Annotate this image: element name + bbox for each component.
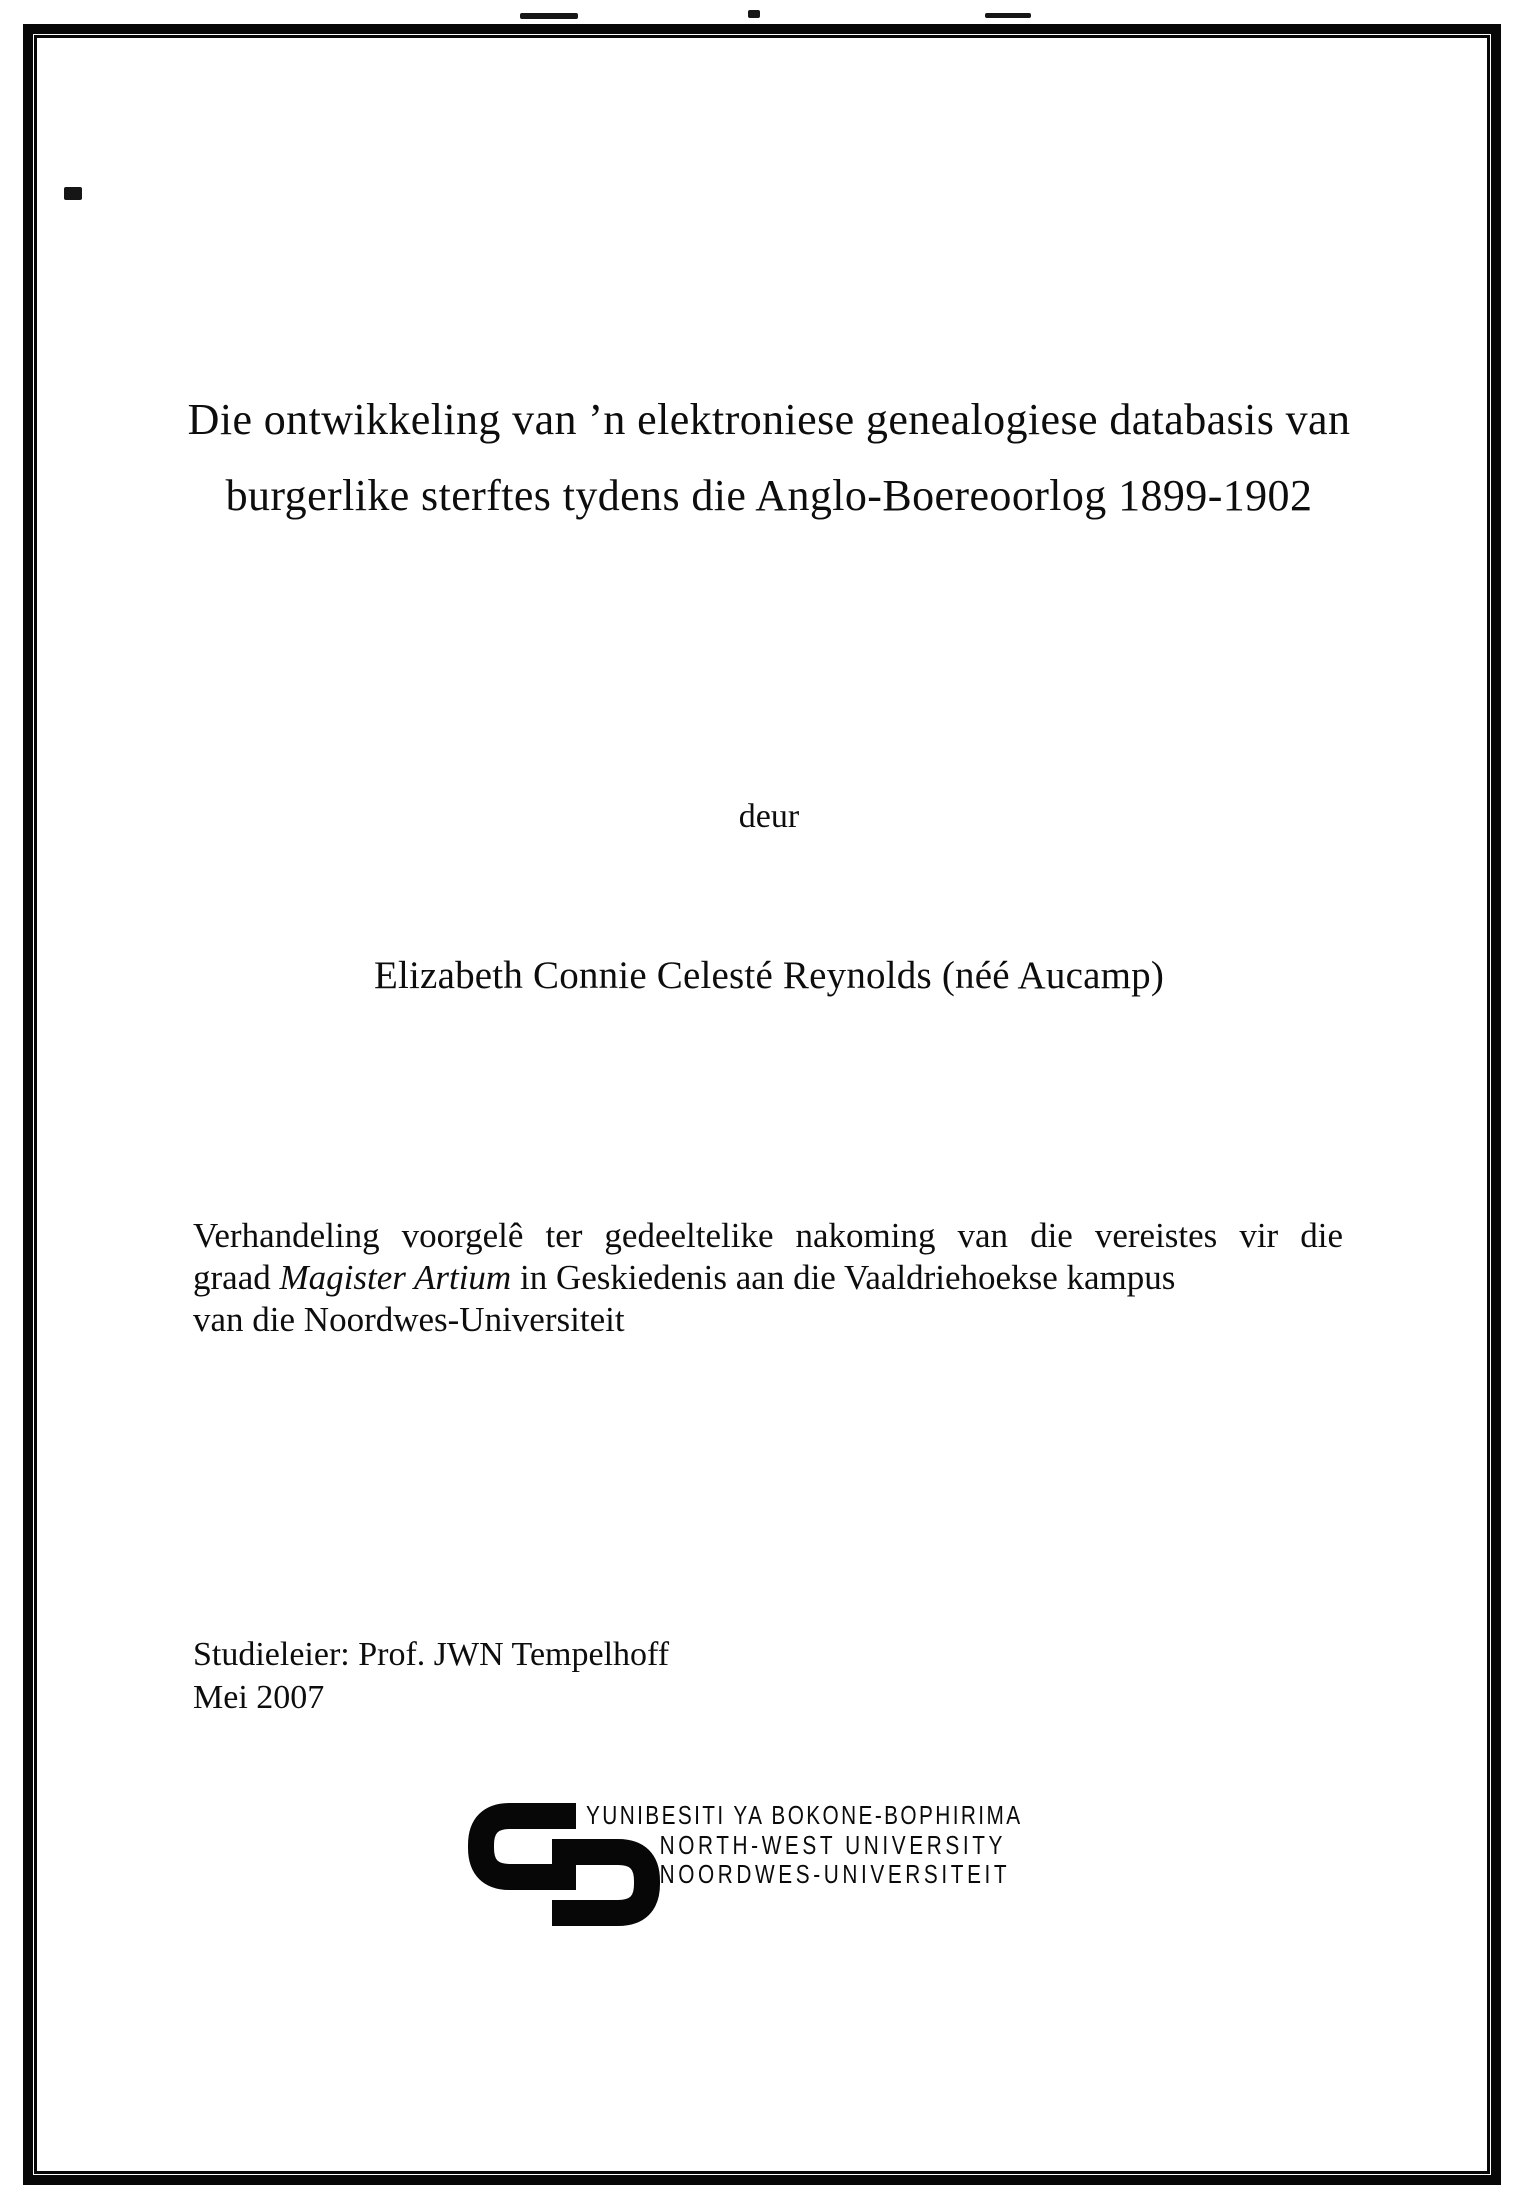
degree-statement-line-2 <box>193 1257 1343 1299</box>
degree-statement-line-2-prefix: graad <box>193 1258 280 1297</box>
author-name: Elizabeth Connie Celesté Reynolds (néé Aucamp) <box>373 954 1165 997</box>
degree-name: Magister Artium <box>279 1258 512 1297</box>
university-logo <box>468 1800 1088 1950</box>
degree-statement <box>193 1215 1343 1341</box>
university-name-english: NORTH-WEST UNIVERSITY <box>659 1829 1007 1860</box>
scan-speck <box>520 13 578 19</box>
thesis-title <box>34 382 1490 534</box>
scan-speck <box>748 10 760 18</box>
scan-speck <box>985 13 1031 18</box>
supervisor-block <box>193 1633 669 1719</box>
university-name-afrikaans: NOORDWES-UNIVERSITEIT <box>659 1859 1011 1889</box>
university-logo-text <box>586 1801 1022 1890</box>
degree-statement-line-1: Verhandeling voorgelê ter gedeeltelike nakoming van die vereistes vir die <box>193 1216 1343 1255</box>
degree-statement-line-2-suffix: in Geskiedenis aan die Vaaldriehoekse kampus <box>511 1258 1176 1297</box>
supervisor-line: Studieleier: Prof. JWN Tempelhoff <box>193 1636 670 1673</box>
byline: deur <box>738 798 800 835</box>
university-name-setswana: YUNIBESITI YA BOKONE-BOPHIRIMA <box>586 1800 1023 1830</box>
date-line: Mei 2007 <box>193 1679 325 1716</box>
degree-statement-line-3: van die Noordwes-Universiteit <box>193 1300 625 1339</box>
thesis-title-line-2: burgerlike sterftes tydens die Anglo-Boereoorlog 1899-1902 <box>225 471 1313 520</box>
scan-speck <box>64 187 82 200</box>
thesis-title-line-1: Die ontwikkeling van ’n elektroniese genealogiese databasis van <box>187 395 1351 444</box>
